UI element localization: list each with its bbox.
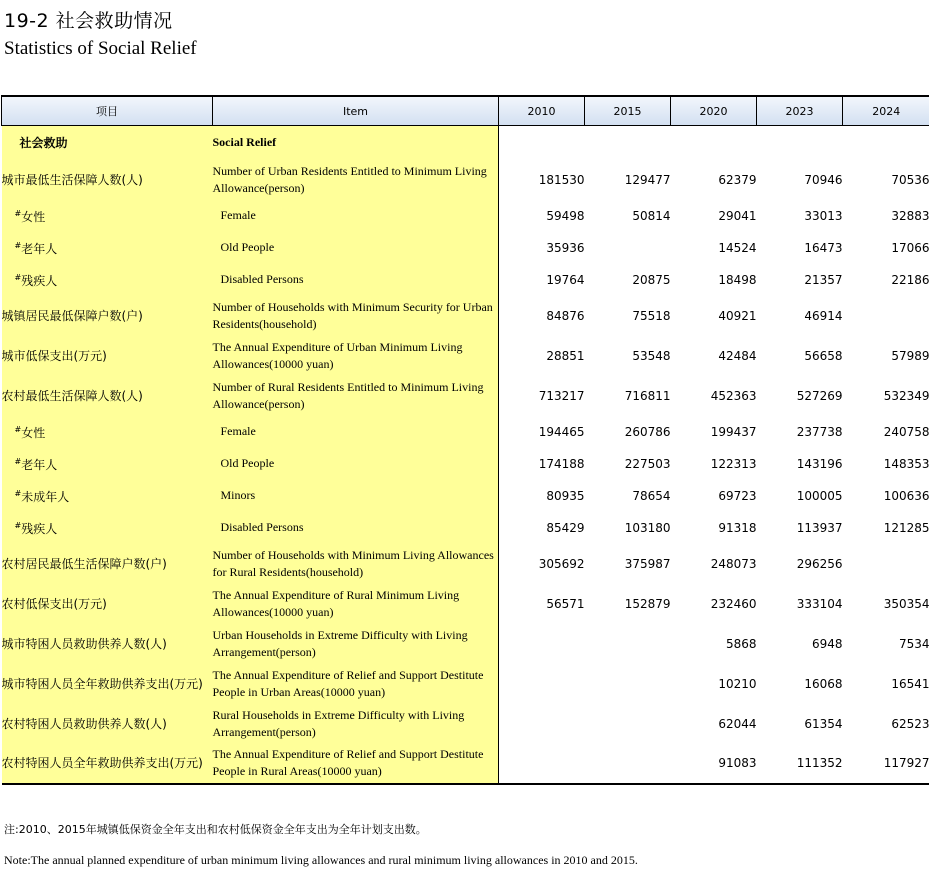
- value-cell: 70946: [804, 172, 843, 187]
- value-cell: 62523: [891, 716, 929, 731]
- value-cell: [499, 624, 585, 664]
- row-label-cn-text: 农村特困人员全年救助供养支出(万元): [1, 756, 203, 770]
- row-label-en: Old People: [213, 448, 499, 480]
- value-cell: [585, 624, 671, 664]
- row-label-cn-text: 老年人: [21, 458, 58, 472]
- value-cell: [499, 664, 585, 704]
- row-label-en: Disabled Persons: [213, 264, 499, 296]
- value-cell: 85429: [546, 520, 585, 535]
- sub-item-mark: #: [14, 457, 22, 466]
- value-cell: 713217: [538, 388, 585, 403]
- table-row: [2, 160, 929, 200]
- value-cell: [585, 664, 671, 704]
- value-cell: 84876: [546, 308, 585, 323]
- header-item-cn: 项目: [2, 96, 213, 126]
- value-cell: 232460: [710, 596, 757, 611]
- sub-item-mark: #: [14, 521, 22, 530]
- value-cell: 56658: [804, 348, 843, 363]
- value-cell: 91318: [718, 520, 757, 535]
- value-cell: 199437: [710, 424, 757, 439]
- table-row: [2, 584, 929, 624]
- value-cell: 50814: [632, 208, 671, 223]
- value-cell: 20875: [632, 272, 671, 287]
- table-row: [2, 512, 929, 544]
- table-row: [2, 264, 929, 296]
- value-cell: 70536: [891, 172, 929, 187]
- row-label-cn-text: 社会救助: [19, 135, 68, 150]
- value-cell: 10210: [718, 676, 757, 691]
- row-label-en: Social Relief: [213, 126, 499, 160]
- value-cell: 22186: [891, 272, 929, 287]
- row-label-en: Urban Households in Extreme Difficulty with Living Arrangement(person): [213, 624, 499, 664]
- row-label-cn: [2, 624, 213, 664]
- row-label-cn: [2, 416, 213, 448]
- row-label-cn-text: 城市特困人员救助供养人数(人): [1, 636, 167, 651]
- value-cell: [499, 704, 585, 744]
- value-cell: 19764: [546, 272, 585, 287]
- value-cell: [843, 126, 929, 160]
- table-row: [2, 416, 929, 448]
- row-label-en: The Annual Expenditure of Urban Minimum Living Allowances(10000 yuan): [213, 336, 499, 376]
- value-cell: 53548: [632, 348, 671, 363]
- value-cell: 16473: [804, 240, 843, 255]
- sub-item-mark: #: [14, 273, 22, 282]
- value-cell: 5868: [725, 636, 757, 651]
- value-cell: [671, 126, 757, 160]
- value-cell: 6948: [811, 636, 843, 651]
- value-cell: [499, 126, 585, 160]
- value-cell: 7534: [898, 636, 929, 651]
- row-label-en: The Annual Expenditure of Relief and Support Destitute People in Rural Areas(10000 yuan): [213, 744, 499, 784]
- value-cell: [585, 126, 671, 160]
- footnote-cn: 注:2010、2015年城镇低保资金全年支出和农村低保资金全年支出为全年计划支出数。: [4, 823, 427, 836]
- row-label-cn-text: 城镇居民最低保障户数(户): [1, 308, 143, 323]
- table-row: [2, 232, 929, 264]
- header-item-en: Item: [213, 96, 499, 126]
- value-cell: 29041: [718, 208, 757, 223]
- value-cell: 111352: [757, 744, 843, 784]
- row-label-cn-text: 城市特困人员全年救助供养支出(万元): [1, 676, 203, 691]
- row-label-cn: [2, 264, 213, 296]
- social-relief-table: [1, 95, 929, 785]
- value-cell: 527269: [796, 388, 843, 403]
- table-body: [2, 126, 929, 784]
- value-cell: 240758: [883, 424, 929, 439]
- value-cell: 237738: [796, 424, 843, 439]
- value-cell: 35936: [546, 240, 585, 255]
- row-label-en: Number of Households with Minimum Security for Urban Residents(household): [213, 296, 499, 336]
- row-label-en: Rural Households in Extreme Difficulty with Living Arrangement(person): [213, 704, 499, 744]
- table-row: [2, 336, 929, 376]
- value-cell: 18498: [718, 272, 757, 287]
- row-label-cn: [2, 704, 213, 744]
- value-cell: 100005: [796, 488, 843, 503]
- row-label-cn-text: 农村最低生活保障人数(人): [1, 388, 143, 403]
- value-cell: 122313: [710, 456, 757, 471]
- row-label-en: Disabled Persons: [213, 512, 499, 544]
- value-cell: 174188: [538, 456, 585, 471]
- value-cell: 129477: [624, 172, 671, 187]
- row-label-cn-text: 未成年人: [21, 490, 70, 504]
- row-label-cn: [2, 544, 213, 584]
- row-label-cn-text: 农村特困人员救助供养人数(人): [1, 716, 167, 731]
- row-label-cn: [2, 336, 213, 376]
- table-row: [2, 200, 929, 232]
- row-label-cn-text: 女性: [21, 426, 46, 440]
- row-label-cn-text: 农村居民最低生活保障户数(户): [1, 556, 167, 571]
- row-label-cn: [2, 232, 213, 264]
- value-cell: 46914: [804, 308, 843, 323]
- row-label-en: Number of Households with Minimum Living Allowances for Rural Residents(household): [213, 544, 499, 584]
- header-year: 2024: [843, 96, 929, 126]
- value-cell: 16541: [891, 676, 929, 691]
- value-cell: 194465: [538, 424, 585, 439]
- value-cell: 69723: [718, 488, 757, 503]
- value-cell: 121285: [883, 520, 929, 535]
- value-cell: 113937: [796, 520, 843, 535]
- table-row: [2, 624, 929, 664]
- page-title-en: Statistics of Social Relief: [4, 38, 197, 59]
- value-cell: 152879: [624, 596, 671, 611]
- value-cell: 452363: [710, 388, 757, 403]
- row-label-cn: [2, 512, 213, 544]
- table-row: [2, 704, 929, 744]
- value-cell: 80935: [546, 488, 585, 503]
- row-label-cn: [2, 664, 213, 704]
- row-label-cn: [2, 448, 213, 480]
- value-cell: 33013: [804, 208, 843, 223]
- value-cell: 61354: [804, 716, 843, 731]
- row-label-cn-text: 老年人: [21, 242, 58, 256]
- row-label-cn-text: 城市最低生活保障人数(人): [1, 172, 143, 187]
- table-row: [2, 296, 929, 336]
- row-label-cn-text: 残疾人: [21, 522, 58, 536]
- value-cell: [843, 296, 929, 336]
- row-label-en: Minors: [213, 480, 499, 512]
- header-year: 2023: [757, 96, 843, 126]
- row-label-en: Number of Urban Residents Entitled to Minimum Living Allowance(person): [213, 160, 499, 200]
- value-cell: 227503: [624, 456, 671, 471]
- row-label-cn-text: 女性: [21, 210, 46, 224]
- header-year: 2020: [671, 96, 757, 126]
- table-row: [2, 744, 929, 784]
- value-cell: [585, 232, 671, 264]
- row-label-en: The Annual Expenditure of Rural Minimum Living Allowances(10000 yuan): [213, 584, 499, 624]
- footnote-en: Note:The annual planned expenditure of urban minimum living allowances and rural minimum living allowances in 2010 and 2015.: [4, 853, 638, 867]
- row-label-cn: [2, 744, 213, 784]
- value-cell: 32883: [891, 208, 929, 223]
- row-label-cn: [2, 126, 213, 160]
- row-label-cn: [2, 584, 213, 624]
- sub-item-mark: #: [14, 489, 22, 498]
- value-cell: 103180: [624, 520, 671, 535]
- value-cell: 148353: [883, 456, 929, 471]
- value-cell: 40921: [718, 308, 757, 323]
- value-cell: 100636: [883, 488, 929, 503]
- table-row: [2, 480, 929, 512]
- value-cell: 350354: [883, 596, 929, 611]
- value-cell: 117927: [843, 744, 929, 784]
- row-label-cn-text: 残疾人: [21, 274, 58, 288]
- value-cell: 17066: [891, 240, 929, 255]
- section-row: [2, 126, 929, 160]
- value-cell: 42484: [718, 348, 757, 363]
- value-cell: [843, 544, 929, 584]
- value-cell: 181530: [538, 172, 585, 187]
- value-cell: 91083: [671, 744, 757, 784]
- table-header-row: [2, 96, 929, 126]
- row-label-en: Number of Rural Residents Entitled to Minimum Living Allowance(person): [213, 376, 499, 416]
- value-cell: [585, 704, 671, 744]
- row-label-cn-text: 城市低保支出(万元): [1, 348, 107, 363]
- sub-item-mark: #: [14, 209, 22, 218]
- value-cell: 57989: [891, 348, 929, 363]
- table-row: [2, 544, 929, 584]
- sub-item-mark: #: [14, 241, 22, 250]
- row-label-en: The Annual Expenditure of Relief and Support Destitute People in Urban Areas(10000 yuan): [213, 664, 499, 704]
- value-cell: 62379: [718, 172, 757, 187]
- value-cell: 75518: [632, 308, 671, 323]
- row-label-en: Female: [213, 200, 499, 232]
- header-year: 2010: [499, 96, 585, 126]
- value-cell: 532349: [883, 388, 929, 403]
- value-cell: [585, 744, 671, 784]
- row-label-cn: [2, 376, 213, 416]
- value-cell: 143196: [796, 456, 843, 471]
- value-cell: 59498: [546, 208, 585, 223]
- sub-item-mark: #: [14, 425, 22, 434]
- row-label-en: Old People: [213, 232, 499, 264]
- row-label-cn: [2, 296, 213, 336]
- value-cell: 248073: [710, 556, 757, 571]
- value-cell: 56571: [546, 596, 585, 611]
- row-label-cn: [2, 200, 213, 232]
- row-label-cn: [2, 480, 213, 512]
- value-cell: 16068: [804, 676, 843, 691]
- value-cell: 28851: [546, 348, 585, 363]
- value-cell: [499, 744, 585, 784]
- value-cell: 296256: [796, 556, 843, 571]
- value-cell: 305692: [538, 556, 585, 571]
- value-cell: 333104: [796, 596, 843, 611]
- value-cell: 260786: [624, 424, 671, 439]
- value-cell: 716811: [624, 388, 671, 403]
- value-cell: 62044: [718, 716, 757, 731]
- table-row: [2, 664, 929, 704]
- row-label-cn-text: 农村低保支出(万元): [1, 596, 107, 611]
- table-row: [2, 376, 929, 416]
- row-label-cn: [2, 160, 213, 200]
- header-year: 2015: [585, 96, 671, 126]
- value-cell: 375987: [624, 556, 671, 571]
- value-cell: 21357: [804, 272, 843, 287]
- value-cell: 14524: [718, 240, 757, 255]
- value-cell: [757, 126, 843, 160]
- row-label-en: Female: [213, 416, 499, 448]
- page-title-cn: 19-2 社会救助情况: [4, 10, 173, 32]
- value-cell: 78654: [632, 488, 671, 503]
- table-row: [2, 448, 929, 480]
